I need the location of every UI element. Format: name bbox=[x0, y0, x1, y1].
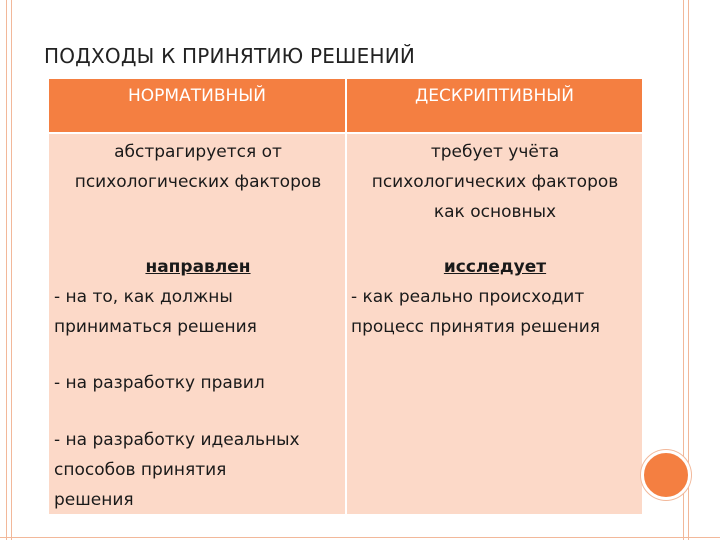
normative-focus bbox=[54, 252, 342, 342]
text-line: абстрагируется от bbox=[114, 142, 282, 162]
text-line: способов принятия bbox=[54, 460, 227, 480]
text-line: - на разработку идеальных bbox=[54, 430, 300, 450]
text-line: решения bbox=[54, 490, 134, 510]
normative-rules bbox=[54, 368, 342, 398]
normative-description bbox=[54, 137, 342, 197]
text-line: требует учёта bbox=[430, 142, 560, 162]
decorative-circle-icon bbox=[641, 450, 691, 500]
column-divider bbox=[345, 79, 347, 514]
frame-line bbox=[0, 537, 720, 538]
text-line: - на разработку правил bbox=[54, 373, 265, 393]
text-line: психологических факторов bbox=[371, 172, 619, 192]
header-descriptive: ДЕСКРИПТИВНЫЙ bbox=[415, 85, 574, 106]
text-line: приниматься решения bbox=[54, 317, 257, 337]
descriptive-description bbox=[351, 137, 639, 227]
frame-line bbox=[11, 0, 12, 540]
comparison-table bbox=[49, 79, 642, 514]
row-divider bbox=[49, 132, 642, 134]
page-title: ПОДХОДЫ К ПРИНЯТИЮ РЕШЕНИЙ bbox=[44, 44, 416, 68]
descriptive-focus-title: исследует bbox=[443, 257, 547, 277]
text-line: как основных bbox=[433, 202, 557, 222]
text-line: - на то, как должны bbox=[54, 287, 233, 307]
header-normative: НОРМАТИВНЫЙ bbox=[128, 85, 266, 106]
frame-line bbox=[6, 0, 7, 540]
normative-ideal bbox=[54, 425, 342, 515]
text-line: - как реально происходит bbox=[351, 287, 585, 307]
text-line: психологических факторов bbox=[74, 172, 322, 192]
text-line: процесс принятия решения bbox=[351, 317, 600, 337]
normative-focus-title: направлен bbox=[145, 257, 251, 277]
frame-line bbox=[688, 0, 689, 540]
descriptive-focus bbox=[351, 252, 639, 342]
